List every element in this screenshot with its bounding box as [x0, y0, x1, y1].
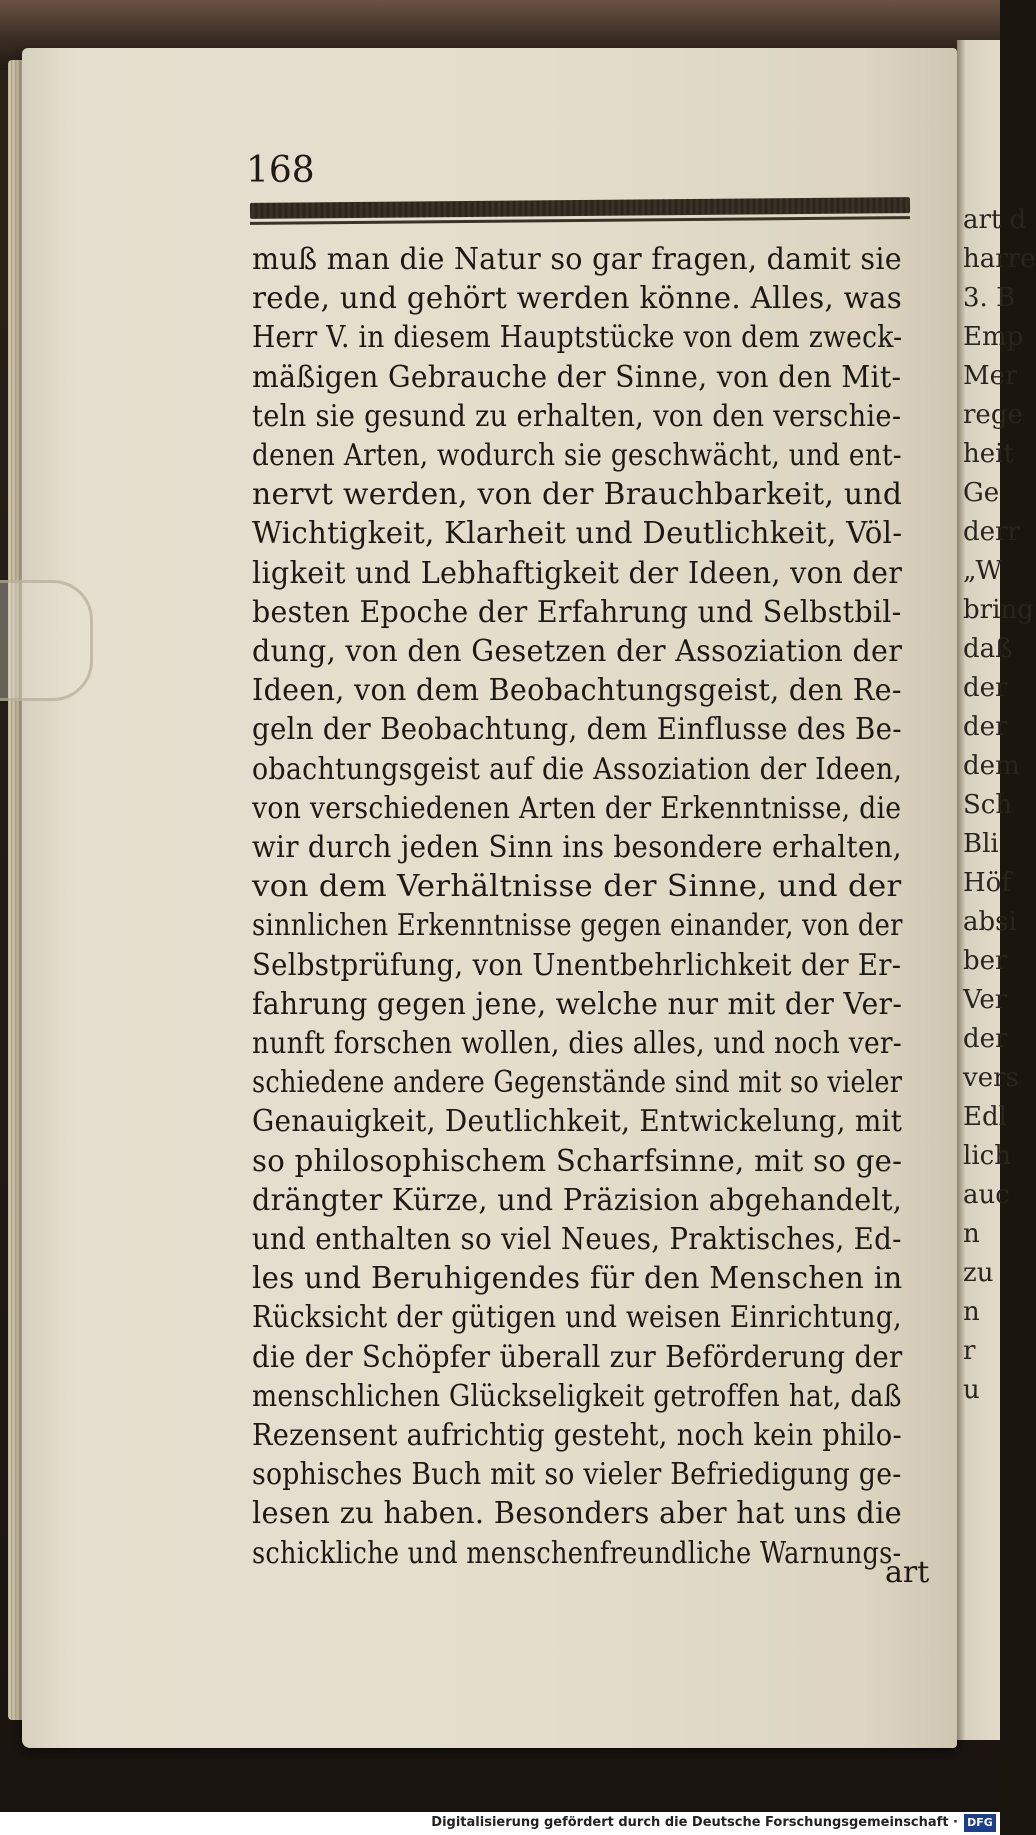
facing-page-fragment: Edl — [963, 1102, 1007, 1132]
text-line: nunft forschen wollen, dies alles, und noch ver- — [252, 1026, 903, 1061]
text-line: Selbstprüfung, von Unentbehrlichkeit der Er- — [252, 947, 902, 983]
text-line: denen Arten, wodurch sie geschwächt, und ent- — [252, 438, 902, 473]
text-line: Rücksicht der gütigen und weisen Einrichtung, — [252, 1300, 902, 1336]
facing-page-fragment: der — [963, 673, 1008, 703]
facing-page-fragment: art d — [963, 205, 1027, 235]
text-line: schickliche und menschenfreundliche Warnungs- — [252, 1535, 902, 1571]
text-line: dung, von den Gesetzen der Assoziation der — [252, 634, 903, 669]
dfg-logo: DFG — [964, 1814, 996, 1832]
facing-page-fragment: Höf — [963, 868, 1011, 898]
facing-page-fragment: daß — [963, 634, 1013, 664]
text-line: sophisches Buch mit so vieler Befriedigung ge- — [252, 1457, 902, 1493]
text-line: von dem Verhältnisse der Sinne, und der — [252, 869, 902, 905]
page-number: 168 — [246, 150, 315, 191]
facing-page-fragment: n — [963, 1297, 980, 1327]
text-line: Ideen, von dem Beobachtungsgeist, den Re- — [252, 673, 902, 709]
facing-page-fragment: dem — [963, 751, 1020, 781]
text-line: wir durch jeden Sinn ins besondere erhalten, — [252, 830, 902, 865]
facing-page-fragment: Ver — [963, 985, 1008, 1015]
facing-page-fragment: lich — [963, 1141, 1011, 1171]
text-line: sinnlichen Erkenntnisse gegen einander, von der — [252, 908, 903, 944]
text-line: teln sie gesund zu erhalten, von den verschie- — [252, 398, 902, 434]
facing-page-fragment: Sch — [963, 790, 1013, 820]
text-line: schiedene andere Gegenstände sind mit so vieler — [252, 1065, 903, 1101]
text-line: fahrung gegen jene, welche nur mit der Ver- — [252, 986, 903, 1022]
text-line: besten Epoche der Erfahrung und Selbstbil- — [252, 594, 902, 630]
facing-page-fragment: vers — [963, 1063, 1019, 1093]
facing-page-fragment: Mer — [963, 361, 1018, 391]
digitization-footer — [0, 1812, 1000, 1835]
facing-page-fragment: derr — [963, 517, 1020, 547]
text-line: Wichtigkeit, Klarheit und Deutlichkeit, Völ- — [252, 516, 903, 552]
text-line: geln der Beobachtung, dem Einflusse des Be- — [252, 712, 902, 748]
text-line: und enthalten so viel Neues, Praktisches, Ed- — [252, 1222, 902, 1257]
facing-page-fragment: absi — [963, 907, 1017, 937]
facing-page-fragment: Ge — [963, 478, 1000, 508]
facing-page-fragment: u — [963, 1375, 980, 1405]
page-clip — [0, 580, 93, 701]
text-line: obachtungsgeist auf die Assoziation der Ideen, — [252, 751, 903, 787]
facing-page-edge — [957, 40, 1036, 1740]
text-line: drängter Kürze, und Präzision abgehandelt, — [252, 1182, 903, 1218]
text-line: von verschiedenen Arten der Erkenntnisse, die — [252, 790, 902, 826]
funding-notice: Digitalisierung gefördert durch die Deutsche Forschungsgemeinschaft · — [431, 1815, 958, 1830]
facing-page-fragment: auc — [963, 1180, 1010, 1210]
facing-page-fragment: der — [963, 1024, 1008, 1054]
text-line: lesen zu haben. Besonders aber hat uns die — [252, 1496, 902, 1532]
text-line: les und Beruhigendes für den Menschen in — [252, 1261, 903, 1297]
facing-page-fragment: r — [963, 1336, 976, 1366]
facing-page-fragment: rege — [963, 400, 1023, 430]
facing-page-fragment: ber — [963, 946, 1008, 976]
text-line: Herr V. in diesem Hauptstücke von dem zweck- — [252, 320, 903, 356]
text-line: Rezensent aufrichtig gesteht, noch kein philo- — [252, 1418, 902, 1453]
catchword: art — [885, 1555, 930, 1590]
text-line: mäßigen Gebrauche der Sinne, von den Mit- — [252, 359, 902, 395]
facing-page-fragment: „W — [963, 556, 1003, 586]
text-line: ligkeit und Lebhaftigkeit der Ideen, von der — [252, 555, 903, 591]
text-line: rede, und gehört werden könne. Alles, was — [252, 281, 903, 317]
text-line: menschlichen Glückseligkeit getroffen hat, daß — [252, 1378, 902, 1414]
text-line: nervt werden, von der Brauchbarkeit, und — [252, 477, 903, 513]
facing-page-fragment: bring — [963, 595, 1034, 625]
facing-page-fragment: Emp — [963, 322, 1024, 352]
text-line: muß man die Natur so gar fragen, damit sie — [252, 242, 902, 277]
facing-page-fragment: n — [963, 1219, 980, 1249]
text-line: Genauigkeit, Deutlichkeit, Entwickelung, mit — [252, 1104, 903, 1140]
facing-page-fragment: der — [963, 712, 1008, 742]
facing-page-fragment: Bli — [963, 829, 999, 859]
facing-page-fragment: heit — [963, 439, 1014, 469]
text-line: die der Schöpfer überall zur Beförderung der — [252, 1339, 903, 1375]
facing-page-fragment: harre — [963, 244, 1036, 274]
text-line: so philosophischem Scharfsinne, mit so ge- — [252, 1143, 903, 1179]
facing-page-fragment: zu — [963, 1258, 994, 1288]
facing-page-fragment: 3. B — [963, 283, 1016, 313]
